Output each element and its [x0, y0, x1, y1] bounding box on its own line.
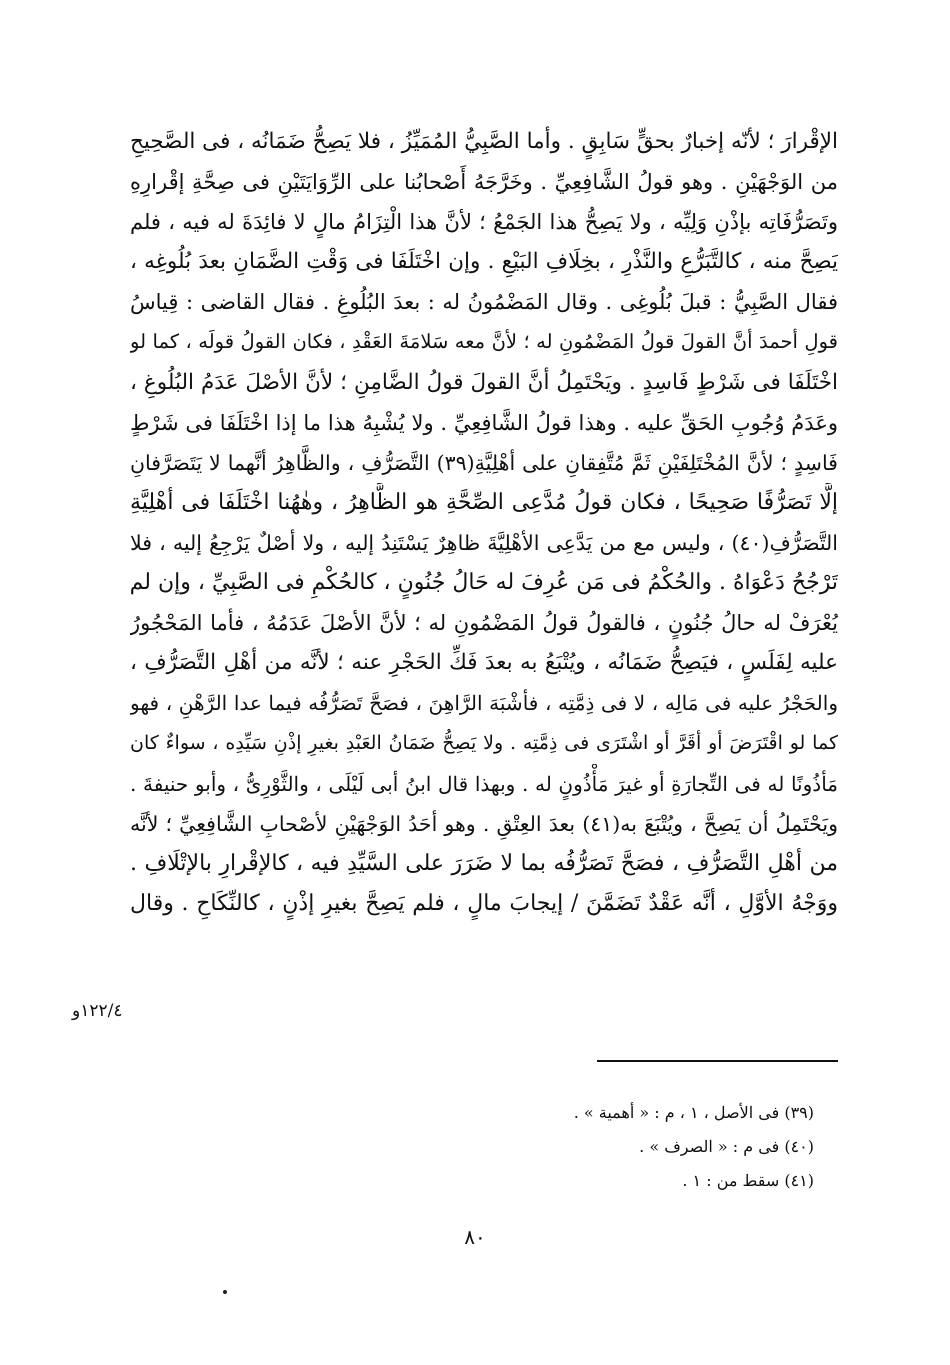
text-line: وتَصَرُّفَاتِه بإذْنِ وَلِيِّه ، ولا يَصِحُّ هذا الجَمْعُ ؛ لأنَّ هذا الْتِزَامُ مالٍ لا فائِدَةَ له فيه ، فلم [130, 210, 838, 235]
text-line: وعَدَمُ وُجُوبِ الحَقِّ عليه . وهذا قولُ الشَّافِعِيِّ . ولا يُشْبِهُ هذا ما إذا اخْتَلَفَا فى شَرْطٍ [130, 410, 838, 435]
footnote-41: (٤١) سقط من : ١ . [682, 1171, 814, 1190]
text-line: التَّصَرُّفِ(٤٠) ، وليس مع من يَدَّعِى الأهْلِيَّةَ ظاهِرٌ يَسْتَنِدُ إليه ، ولا أصْلٌ يَرْجِعُ إليه ، فلا [130, 530, 838, 555]
text-line: تَرْجُحُ دَعْوَاهُ . والحُكْمُ فى مَن عُرِفَ له حَالُ جُنُونٍ ، كالحُكْمِ فى الصَّبِيِّ ، وإن لم [130, 570, 838, 596]
text-line: من أهْلِ التَّصَرُّفِ ، فصَحَّ تَصَرُّفُه بما لا ضَرَرَ على السَّيِّدِ فيه ، كالإقْرارِ بالإتْلَافِ . [130, 850, 838, 876]
text-line: يُعْرَفْ له حالُ جُنُونٍ ، فالقولُ قولُ المَضْمُونِ له ؛ لأنَّ الأصْلَ عَدَمُهُ ، فأما المَحْجُورُ [130, 611, 838, 636]
footnotes [414, 1096, 814, 1198]
text-line: فقال الصَّبِيُّ : قبلَ بُلُوغِى . وقال المَضْمُونُ له : بعدَ البُلُوغِ . فقال القاضى : قِياسُ [130, 290, 838, 315]
text-line: ووَجْهُ الأوَّلِ ، أنَّه عَقْدٌ تَضَمَّنَ / إيجابَ مالٍ ، فلم يَصِحَّ بغيرِ إذْنٍ ، كالنِّكَاحِ . وقال [130, 890, 838, 916]
margin-folio-note: ١٢٢/٤و [72, 1001, 123, 1021]
text-line: من الوَجْهَيْنِ . وهو قولُ الشَّافِعِيِّ . وخَرَّجَهُ أَصْحابُنا على الرِّوَايَتَيْنِ فى صِحَّةِ إقْرارِهِ [130, 170, 838, 195]
text-line: يَصِحَّ منه ، كالتَّبَرُّعِ والنَّذْرِ ، بخِلَافِ البَيْعِ . وإن اخْتَلَفَا فى وَقْتِ الضَّمَانِ بعدَ بُلُوغِه ، [130, 249, 838, 275]
footnote-39: (٣٩) فى الأصل ، ١ ، م : « أهمية » . [573, 1103, 814, 1122]
text-line: اخْتَلَفَا فى شَرْطٍ فَاسِدٍ . ويَحْتَمِلُ أنَّ القولَ قولُ الضَّامِنِ ؛ لأنَّ الأصْلَ عَدَمُ البُلُوغِ ، [130, 369, 838, 395]
footnote-separator [597, 1060, 838, 1062]
text-line: إلَّا تَصَرُّفًا صَحِيحًا ، فكان قولُ مُدَّعِى الصِّحَّةِ هو الظَّاهِرُ ، وهٰهُنا اخْتَلَفَا فى أهْلِيَّةِ [130, 489, 838, 515]
footnote-40: (٤٠) فى م : « الصرف » . [639, 1137, 814, 1156]
stray-mark [223, 1290, 227, 1294]
text-line: قولِ أحمدَ أنَّ القولَ قولُ المَضْمُونِ له ؛ لأنَّ معه سَلامَةَ العَقْدِ ، فكان القولُ قولَه ، كما لو [130, 330, 838, 354]
text-line: كما لو اقْتَرَضَ أو أقَرَّ أو اشْتَرَى فى ذِمَّتِه . ولا يَصِحُّ ضَمَانُ العَبْدِ بغيرِ إذْنِ سَيِّدِه ، سواءٌ كان [130, 732, 838, 755]
text-line: عليه لِفَلَسٍ ، فيَصِحُّ ضَمَانُه ، ويُتْبَعُ به بعدَ فَكِّ الحَجْرِ عنه ؛ لأنَّه من أهْلِ التَّصَرُّفِ ، [130, 650, 838, 676]
text-line: مَأذُونًا له فى التِّجارَةِ أو غيرَ مَأْذُونٍ له . وبهذا قال ابنُ أبى لَيْلَى ، والثَّوْرِىُّ ، وأبو حنيفةَ . [130, 771, 838, 796]
text-line: فَاسِدٍ ؛ لأنَّ المُخْتَلِفَيْنِ ثَمَّ مُتَّفِقانِ على أهْلِيَّةِ(٣٩) التَّصَرُّفِ ، والظَّاهِرُ أنَّهما لا يَتَصَرَّفانِ [130, 450, 838, 475]
text-line: الإقْرارَ ؛ لأنّه إخبارٌ بحقٍّ سَابِقٍ . وأما الصَّبِيُّ المُمَيِّزُ ، فلا يَصِحُّ ضَمَانُه ، فى الصَّحِيحِ [130, 129, 838, 154]
main-text-block [130, 122, 838, 924]
text-line: والحَجْرُ عليه فى مَالِه ، لا فى ذِمَّتِه ، فأشْبَهَ الرَّاهِنَ ، فصَحَّ تَصَرُّفُه فيما عدا الرَّهْنِ ، فهو [130, 691, 838, 716]
page-number: ٨٠ [464, 1225, 486, 1249]
text-line: ويَحْتَمِلُ أن يَصِحَّ ، ويُتْبَعَ به(٤١) بعدَ العِتْقِ . وهو أحَدُ الوَجْهَيْنِ لأصْحابِ الشَّافِعِيِّ ؛ لأنَّه [130, 811, 838, 836]
